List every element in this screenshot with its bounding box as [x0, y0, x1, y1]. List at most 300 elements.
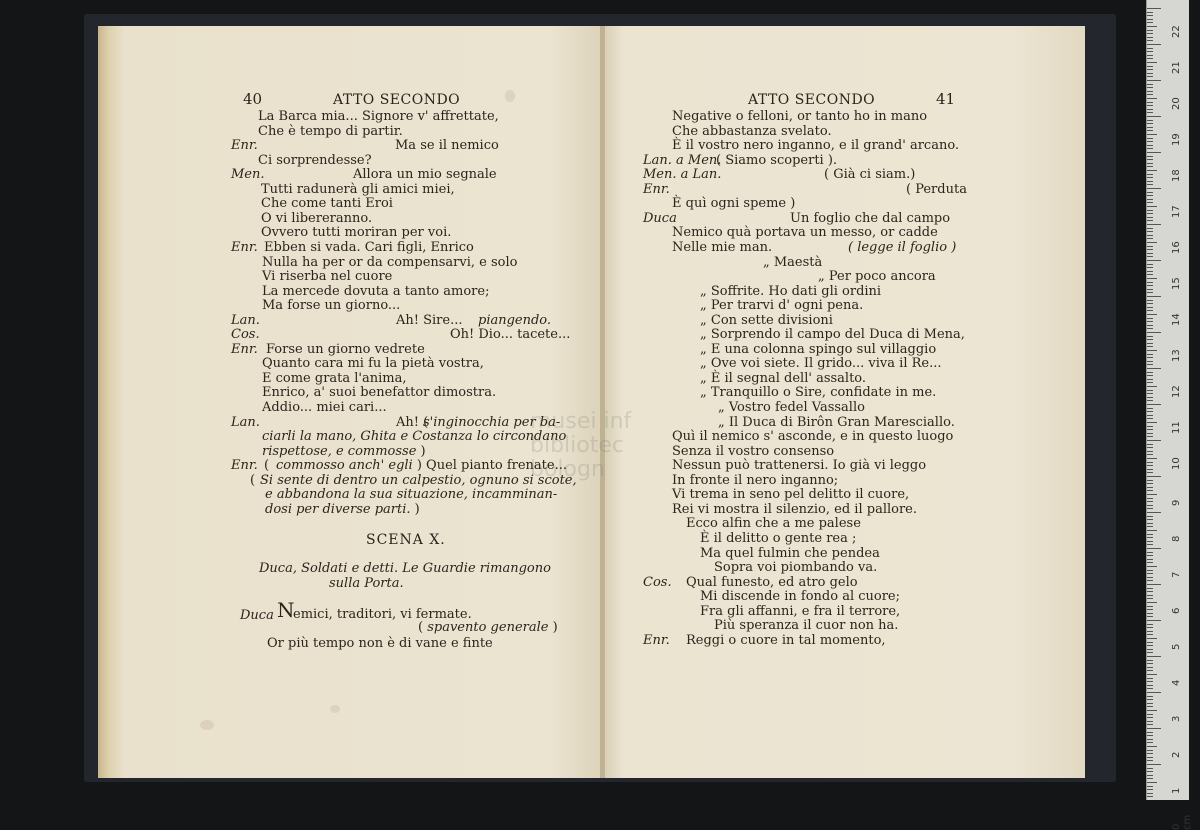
ruler-label: 20 — [1171, 97, 1182, 110]
ruler-tick — [1147, 26, 1157, 27]
ruler-label: 2 — [1171, 751, 1182, 758]
ruler-tick — [1147, 721, 1153, 722]
verse-line: Rei vi mostra il silenzio, ed il pallore. — [672, 501, 918, 517]
ruler-tick — [1147, 595, 1153, 596]
stage-direction: Si sente di dentro un calpestio, ognuno si scote, — [260, 472, 577, 488]
stage-direction: ( legge il foglio ) — [848, 239, 957, 255]
ruler-tick — [1147, 652, 1153, 653]
ruler-tick — [1147, 256, 1153, 257]
ruler-tick — [1147, 746, 1157, 747]
ruler-tick — [1147, 206, 1157, 207]
ruler-tick — [1147, 310, 1153, 311]
ruler-label: 13 — [1171, 349, 1182, 362]
ruler-tick — [1147, 714, 1153, 715]
verse-line: Tutti radunerà gli amici miei, — [261, 181, 455, 197]
ruler-tick — [1147, 228, 1153, 229]
ruler-tick — [1147, 732, 1153, 733]
verse-line: „ Vostro fedel Vassallo — [718, 400, 865, 415]
ruler-tick — [1147, 145, 1153, 146]
ruler-tick — [1147, 264, 1153, 265]
stage-direction: s'inginocchia per ba- — [423, 414, 561, 430]
ruler-tick — [1147, 534, 1153, 535]
ruler-tick — [1147, 58, 1153, 59]
ruler-tick — [1147, 606, 1153, 607]
ruler-tick — [1147, 692, 1161, 693]
verse-line: ( — [250, 472, 256, 488]
ruler-tick — [1147, 688, 1153, 689]
ruler-tick — [1147, 30, 1153, 31]
ruler-tick — [1147, 296, 1161, 297]
verse-line: Ovvero tutti moriran per voi. — [261, 225, 452, 241]
verse-line: Or più tempo non è di vane e finte — [267, 636, 493, 651]
ruler-tick — [1147, 775, 1153, 776]
verse-line: Che come tanti Eroi — [261, 196, 393, 212]
verse-line: „ Il Duca di Birôn Gran Maresciallo. — [718, 414, 955, 430]
stage-direction: ( spavento generale ) — [418, 620, 558, 635]
ruler-tick — [1147, 663, 1153, 664]
verse-line: „ Sorprendo il campo del Duca di Mena, — [700, 327, 965, 343]
ruler-tick — [1147, 127, 1153, 128]
ruler-tick — [1147, 44, 1161, 45]
ruler-tick — [1147, 760, 1153, 761]
ruler-tick — [1147, 91, 1153, 92]
ruler-tick — [1147, 285, 1153, 286]
ruler-tick — [1147, 116, 1161, 117]
ruler-tick — [1147, 706, 1153, 707]
verse-line: Fra gli affanni, e fra il terrore, — [700, 603, 901, 619]
ruler-label: 14 — [1171, 313, 1182, 326]
ruler-tick — [1147, 321, 1153, 322]
ruler-tick — [1147, 418, 1153, 419]
ruler-tick — [1147, 134, 1157, 135]
ruler-tick — [1147, 199, 1153, 200]
verse-line: Ah! ( — [396, 414, 429, 430]
ruler-tick — [1147, 300, 1153, 301]
ruler-tick — [1147, 433, 1153, 434]
ruler-tick — [1147, 105, 1153, 106]
speaker-label: Enr. — [643, 632, 670, 648]
ruler-tick — [1147, 292, 1153, 293]
ruler-label: 18 — [1171, 169, 1182, 182]
ruler-tick — [1147, 426, 1153, 427]
right-page-number: 41 — [936, 90, 956, 108]
ruler-tick — [1147, 735, 1153, 736]
ruler-tick — [1147, 480, 1153, 481]
ruler-tick — [1147, 84, 1153, 85]
verse-line: Che abbastanza svelato. — [672, 123, 832, 139]
ruler-tick — [1147, 354, 1153, 355]
ruler-tick — [1147, 163, 1153, 164]
ruler-tick — [1147, 498, 1153, 499]
ruler-tick — [1147, 462, 1153, 463]
verse-line: Enrico, a' suoi benefattor dimostra. — [262, 385, 497, 401]
ruler-tick — [1147, 519, 1153, 520]
speaker-label: Men. a Lan. — [643, 167, 722, 183]
ruler-tick — [1147, 631, 1153, 632]
ruler-tick — [1147, 238, 1153, 239]
ruler-label: 7 — [1171, 571, 1182, 578]
verse-line: Qual funesto, ed atro gelo — [686, 574, 858, 590]
verse-line: Più speranza il cuor non ha. — [714, 618, 899, 634]
left-running-header: ATTO SECONDO — [333, 92, 461, 108]
ruler-tick — [1147, 408, 1153, 409]
ruler-tick — [1147, 274, 1153, 275]
ruler-tick — [1147, 375, 1153, 376]
speaker-label: Cos. — [643, 574, 672, 590]
ruler-tick — [1147, 69, 1153, 70]
ruler-tick — [1147, 469, 1153, 470]
ruler-tick — [1147, 33, 1153, 34]
ruler-tick — [1147, 390, 1153, 391]
ruler-tick — [1147, 379, 1153, 380]
verse-line: Addio... miei cari... — [262, 400, 387, 415]
ruler-tick — [1147, 174, 1153, 175]
ruler-tick — [1147, 620, 1161, 621]
speaker-label: Lan. a Men. — [643, 152, 722, 168]
verse-line: Ebben si vada. Cari figli, Enrico — [264, 239, 474, 255]
speaker-label: Cos. — [231, 327, 260, 343]
ruler-tick — [1147, 130, 1153, 131]
ruler-tick — [1147, 674, 1157, 675]
verse-line: „ Tranquillo o Sire, confidate in me. — [700, 385, 937, 401]
ruler-tick — [1147, 508, 1153, 509]
ruler-tick — [1147, 552, 1153, 553]
ruler-label: 9 — [1171, 499, 1182, 506]
ruler-tick — [1147, 613, 1153, 614]
ruler-tick — [1147, 451, 1153, 452]
ruler-tick — [1147, 242, 1157, 243]
verse-line: Forse un giorno vedrete — [266, 341, 425, 357]
ruler-tick — [1147, 253, 1153, 254]
ruler-tick — [1147, 793, 1153, 794]
ruler-tick — [1147, 62, 1157, 63]
ruler-label: 16 — [1171, 241, 1182, 254]
ruler-tick — [1147, 303, 1153, 304]
ruler-tick — [1147, 660, 1153, 661]
ruler-label: 1 — [1171, 787, 1182, 794]
ruler-tick — [1147, 357, 1153, 358]
ruler-tick — [1147, 562, 1153, 563]
ruler-tick — [1147, 282, 1153, 283]
stage-direction: commosso anch' egli ) Quel pianto frenate... — [276, 458, 567, 474]
ruler-tick — [1147, 87, 1153, 88]
ruler-tick — [1147, 566, 1157, 567]
ruler-tick — [1147, 217, 1153, 218]
ruler-tick — [1147, 386, 1157, 387]
ruler-tick — [1147, 764, 1161, 765]
ruler-label: 19 — [1171, 133, 1182, 146]
ruler-tick — [1147, 537, 1153, 538]
ruler-tick — [1147, 724, 1153, 725]
verse-line: Quanto cara mi fu la pietà vostra, — [262, 356, 484, 372]
ruler-tick — [1147, 15, 1153, 16]
ruler-tick — [1147, 699, 1153, 700]
stage-direction: piangendo. — [478, 312, 552, 328]
ruler-tick — [1147, 681, 1153, 682]
ruler-tick — [1147, 141, 1153, 142]
verse-line: Nulla ha per or da compensarvi, e solo — [262, 254, 518, 270]
ruler-tick — [1147, 339, 1153, 340]
stage-direction-line: sulla Porta. — [329, 576, 404, 591]
right-running-header: ATTO SECONDO — [748, 92, 876, 108]
ruler-tick — [1147, 152, 1161, 153]
ruler-tick — [1147, 598, 1153, 599]
ruler-tick — [1147, 397, 1153, 398]
ruler-tick — [1147, 278, 1157, 279]
ruler-tick — [1147, 717, 1153, 718]
ruler-tick — [1147, 710, 1157, 711]
ruler-tick — [1147, 757, 1153, 758]
verse-line: Nessun può trattenersi. Io già vi leggo — [672, 458, 927, 474]
ruler-tick — [1147, 447, 1153, 448]
verse-line: emici, traditori, vi fermate. — [293, 607, 472, 622]
verse-line: Nemico quà portava un messo, or cadde — [672, 225, 938, 241]
verse-line: Oh! Dio... tacete... — [450, 327, 571, 343]
ruler-tick — [1147, 645, 1153, 646]
ruler-tick — [1147, 602, 1157, 603]
ruler-tick — [1147, 267, 1153, 268]
ruler-tick — [1147, 494, 1157, 495]
ruler-tick — [1147, 559, 1153, 560]
ruler-tick — [1147, 271, 1153, 272]
ruler-tick — [1147, 372, 1153, 373]
verse-line: Nelle mie man. — [672, 239, 773, 255]
ruler-tick — [1147, 415, 1153, 416]
ruler-tick — [1147, 742, 1153, 743]
ruler-tick — [1147, 12, 1153, 13]
ruler-tick — [1147, 616, 1153, 617]
ruler-tick — [1147, 573, 1153, 574]
ruler-tick — [1147, 350, 1157, 351]
ruler-tick — [1147, 555, 1153, 556]
speaker-label: Lan. — [231, 414, 260, 430]
speaker-label: Enr. — [231, 138, 258, 154]
ruler-tick — [1147, 314, 1157, 315]
ruler-tick — [1147, 404, 1161, 405]
ruler-tick — [1147, 458, 1157, 459]
ruler-tick — [1147, 642, 1153, 643]
ruler-tick — [1147, 112, 1153, 113]
speaker-label: Enr. — [231, 341, 258, 357]
ruler-tick — [1147, 148, 1153, 149]
ruler-tick — [1147, 429, 1153, 430]
ruler-tick — [1147, 80, 1161, 81]
scene-title: SCENA X. — [366, 532, 446, 548]
ruler-tick — [1147, 224, 1161, 225]
verse-line: Mi discende in fondo al cuore; — [700, 589, 901, 605]
verse-line: „ Maestà — [763, 254, 823, 270]
ruler-label: 8 — [1171, 535, 1182, 542]
ruler-tick — [1147, 580, 1153, 581]
stage-direction: dosi per diverse parti. ) — [265, 501, 420, 517]
ruler-tick — [1147, 570, 1153, 571]
speaker-label: Enr. — [643, 181, 670, 197]
ruler-tick — [1147, 220, 1153, 221]
speaker-label: Enr. — [231, 458, 258, 474]
verse-line: „ È il segnal dell' assalto. — [700, 370, 867, 386]
ruler-tick — [1147, 361, 1153, 362]
ruler-tick — [1147, 634, 1153, 635]
verse-line: „ Ove voi siete. Il grido... viva il Re... — [700, 356, 942, 372]
verse-line: ( Già ci siam.) — [824, 167, 916, 183]
verse-line: Negative o felloni, or tanto ho in mano — [672, 109, 928, 124]
ruler-tick — [1147, 750, 1153, 751]
verse-line: La mercede dovuta a tanto amore; — [262, 283, 490, 299]
verse-line: ( — [264, 458, 270, 474]
ruler-tick — [1147, 159, 1153, 160]
ruler-tick — [1147, 753, 1153, 754]
ruler-tick — [1147, 778, 1153, 779]
ruler-tick — [1147, 382, 1153, 383]
ruler-tick — [1147, 368, 1161, 369]
verse-line: „ Soffrite. Ho dati gli ordini — [700, 283, 882, 299]
ruler-tick — [1147, 739, 1153, 740]
ruler-label: 22 — [1171, 25, 1182, 38]
drop-capital: N — [277, 598, 295, 622]
verse-line: È il delitto o gente rea ; — [700, 530, 857, 546]
speaker-label: Duca — [240, 608, 274, 623]
ruler-tick — [1147, 526, 1153, 527]
ruler-tick — [1147, 487, 1153, 488]
verse-line: „ Per poco ancora — [818, 269, 936, 285]
ruler-tick — [1147, 249, 1153, 250]
ruler-tick — [1147, 138, 1153, 139]
ruler-tick — [1147, 436, 1153, 437]
paper-stain — [200, 720, 214, 730]
ruler-tick — [1147, 37, 1153, 38]
stage-direction: ciarli la mano, Ghita e Costanza lo circondano — [262, 429, 567, 445]
ruler-tick — [1147, 544, 1153, 545]
stage-direction: rispettose, e commosse ) — [262, 443, 426, 459]
ruler-label: 15 — [1171, 277, 1182, 290]
paper-stain — [505, 90, 515, 102]
verse-line: Reggi o cuore in tal momento, — [686, 632, 886, 648]
ruler-tick — [1147, 638, 1157, 639]
verse-line: Ma forse un giorno... — [262, 298, 401, 314]
ruler-tick — [1147, 260, 1161, 261]
ruler-tick — [1147, 123, 1153, 124]
ruler-tick — [1147, 393, 1153, 394]
speaker-label: Men. — [231, 167, 265, 183]
ruler-tick — [1147, 440, 1161, 441]
ruler-tick — [1147, 796, 1153, 797]
ruler-tick — [1147, 588, 1153, 589]
ruler-tick — [1147, 195, 1153, 196]
ruler-tick — [1147, 246, 1153, 247]
verse-line: „ E una colonna spingo sul villaggio — [700, 341, 937, 357]
ruler-tick — [1147, 102, 1153, 103]
verse-line: Allora un mio segnale — [353, 167, 497, 183]
ruler-tick — [1147, 786, 1153, 787]
measurement-ruler — [1146, 0, 1193, 830]
ruler-tick — [1147, 501, 1153, 502]
ruler-tick — [1147, 166, 1153, 167]
ruler-tick — [1147, 667, 1153, 668]
ruler-tick — [1147, 476, 1161, 477]
ruler-tick — [1147, 184, 1153, 185]
ruler-label: 0 cm — [1171, 814, 1193, 830]
ruler-tick — [1147, 231, 1153, 232]
ruler-tick — [1147, 523, 1153, 524]
ruler-tick — [1147, 771, 1153, 772]
stage-direction: e abbandona la sua situazione, incamminan- — [265, 487, 558, 503]
ruler-tick — [1147, 624, 1153, 625]
ruler-tick — [1147, 696, 1153, 697]
ruler-tick — [1147, 170, 1157, 171]
ruler-tick — [1147, 188, 1161, 189]
ruler-tick — [1147, 73, 1153, 74]
verse-line: È il vostro nero inganno, e il grand' arcano. — [672, 138, 960, 154]
ruler-tick — [1147, 346, 1153, 347]
ruler-tick — [1147, 210, 1153, 211]
ruler-label: 6 — [1171, 607, 1182, 614]
verse-line: ( Siamo scoperti ). — [716, 152, 838, 168]
ruler-tick — [1147, 94, 1153, 95]
ruler-tick — [1147, 343, 1153, 344]
speaker-label: Duca — [643, 210, 677, 226]
ruler-tick — [1147, 48, 1153, 49]
ruler-tick — [1147, 548, 1161, 549]
ruler-tick — [1147, 789, 1153, 790]
ruler-tick — [1147, 454, 1153, 455]
ruler-tick — [1147, 202, 1153, 203]
ruler-tick — [1147, 670, 1153, 671]
ruler-tick — [1147, 120, 1153, 121]
ruler-tick — [1147, 768, 1153, 769]
ruler-tick — [1147, 332, 1161, 333]
verse-line: È quì ogni speme ) — [672, 196, 796, 212]
verse-line: Un foglio che dal campo — [790, 210, 951, 226]
verse-line: Ma se il nemico — [395, 138, 499, 154]
ruler-tick — [1147, 649, 1153, 650]
ruler-tick — [1147, 400, 1153, 401]
ruler-label: 17 — [1171, 205, 1182, 218]
ruler-tick — [1147, 213, 1153, 214]
watermark-line: bibliotec — [530, 433, 624, 458]
ruler-tick — [1147, 490, 1153, 491]
ruler-tick — [1147, 516, 1153, 517]
ruler-tick — [1147, 584, 1161, 585]
verse-line: Vi trema in seno pel delitto il cuore, — [672, 487, 910, 503]
ruler-tick — [1147, 483, 1153, 484]
ruler-tick — [1147, 40, 1153, 41]
ruler-tick — [1147, 76, 1153, 77]
speaker-label: Enr. — [231, 239, 258, 255]
stage-direction-text: spavento generale — [427, 620, 549, 635]
verse-line: Che è tempo di partir. — [258, 123, 403, 139]
ruler-label: 10 — [1171, 457, 1182, 470]
ruler-tick — [1147, 51, 1153, 52]
ruler-tick — [1147, 609, 1153, 610]
ruler-tick — [1147, 66, 1153, 67]
ruler-tick — [1147, 627, 1153, 628]
ruler-tick — [1147, 235, 1153, 236]
left-page-number: 40 — [243, 90, 263, 108]
ruler-tick — [1147, 156, 1153, 157]
ruler-tick — [1147, 530, 1157, 531]
ruler-tick — [1147, 505, 1153, 506]
ruler-tick — [1147, 591, 1153, 592]
ruler-tick — [1147, 411, 1153, 412]
verse-line: „ Con sette divisioni — [700, 312, 833, 328]
ruler-tick — [1147, 512, 1161, 513]
verse-line: ( Perduta — [906, 181, 967, 197]
ruler-tick — [1147, 325, 1153, 326]
ruler-tick — [1147, 782, 1157, 783]
verse-line: Quì il nemico s' asconde, e in questo luogo — [672, 429, 954, 445]
verse-line: „ Per trarvi d' ogni pena. — [700, 298, 864, 314]
ruler-tick — [1147, 307, 1153, 308]
